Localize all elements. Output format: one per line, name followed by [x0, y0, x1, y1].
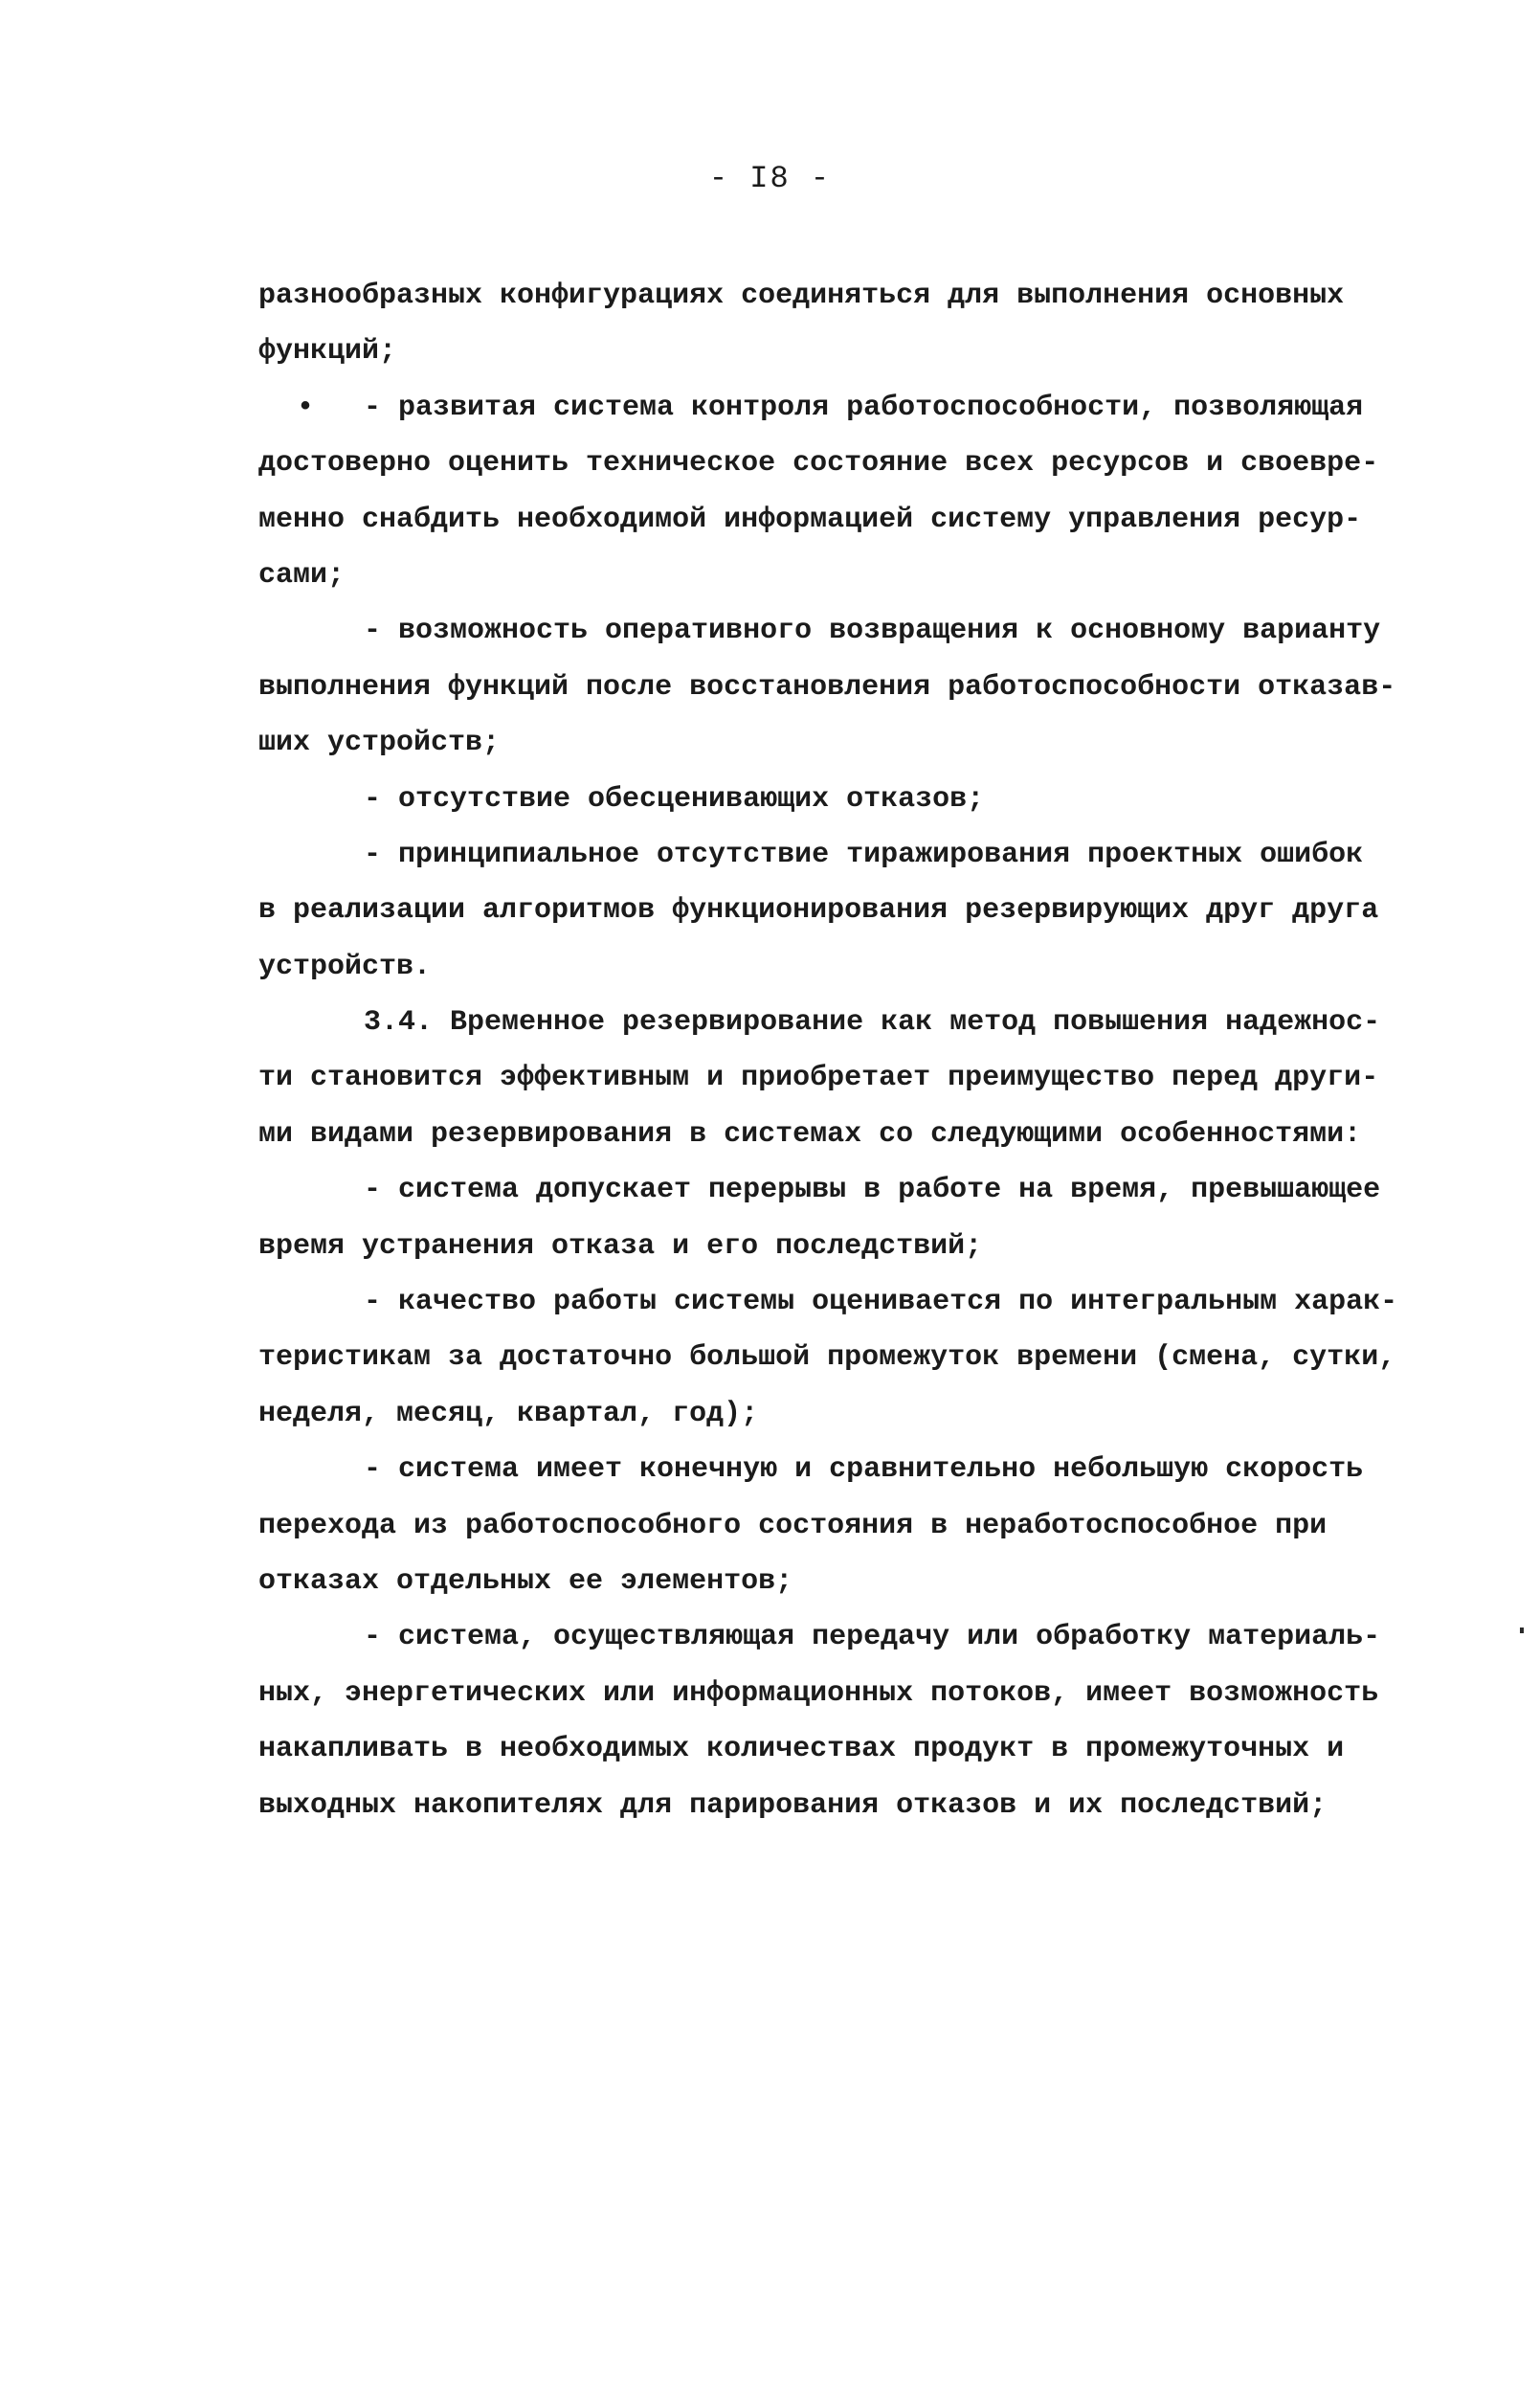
text-line: - принципиальное отсутствие тиражирования проектных ошибок: [364, 838, 1364, 871]
text-line: менно снабдить необходимой информацией систему управления ресур-: [258, 503, 1362, 536]
text-line: [258, 380, 1436, 436]
bullet-dot-icon: •: [297, 391, 315, 424]
section-heading-line: 3.4. Временное резервирование как метод повышения надежнос-: [364, 1006, 1381, 1040]
text-line: устройств.: [258, 950, 432, 983]
text-line: достоверно оценить техническое состояние всех ресурсов и своевре-: [258, 447, 1379, 481]
text-line: отказах отдельных ее элементов;: [258, 1564, 793, 1598]
text-line: - система, осуществляющая передачу или обработку материаль-: [364, 1621, 1381, 1654]
text-line: ми видами резервирования в системах со следующими особенностями:: [258, 1117, 1362, 1151]
text-line: накапливать в необходимых количествах продукт в промежуточных и: [258, 1733, 1345, 1766]
text-line: сами;: [258, 558, 346, 592]
text-line: - возможность оперативного возвращения к основному варианту: [364, 615, 1381, 648]
text-line: выходных накопителях для парирования отказов и их последствий;: [258, 1788, 1328, 1822]
text-line: - система допускает перерывы в работе на время, превышающее: [364, 1174, 1381, 1207]
text-line: ших устройств;: [258, 727, 501, 760]
text-line: ных, энергетических или информационных потоков, имеет возможность: [258, 1676, 1379, 1710]
text-line: функций;: [258, 335, 397, 369]
text-line: - система имеет конечную и сравнительно небольшую скорость: [364, 1453, 1364, 1487]
text-line-content: - развитая система контроля работоспособности, позволяющая: [364, 391, 1364, 424]
text-line: ти становится эффективным и приобретает преимущество перед други-: [258, 1062, 1379, 1095]
text-line: теристикам за достаточно большой промежуток времени (смена, сутки,: [258, 1341, 1396, 1375]
body-text: [258, 268, 1436, 1833]
page-number: - I8 -: [708, 161, 832, 196]
text-line: перехода из работоспособного состояния в неработоспособное при: [258, 1509, 1328, 1542]
scan-speck: [1520, 1628, 1524, 1633]
text-line: разнообразных конфигурациях соединяться для выполнения основных: [258, 280, 1345, 312]
text-line: - отсутствие обесценивающих отказов;: [364, 782, 985, 816]
text-line: выполнения функций после восстановления работоспособности отказав-: [258, 670, 1396, 704]
text-line: время устранения отказа и его последствий;: [258, 1229, 983, 1263]
text-line: в реализации алгоритмов функционирования резервирующих друг друга: [258, 894, 1379, 928]
text-line: - качество работы системы оценивается по интегральным харак-: [364, 1286, 1398, 1319]
text-line: неделя, месяц, квартал, год);: [258, 1397, 759, 1430]
